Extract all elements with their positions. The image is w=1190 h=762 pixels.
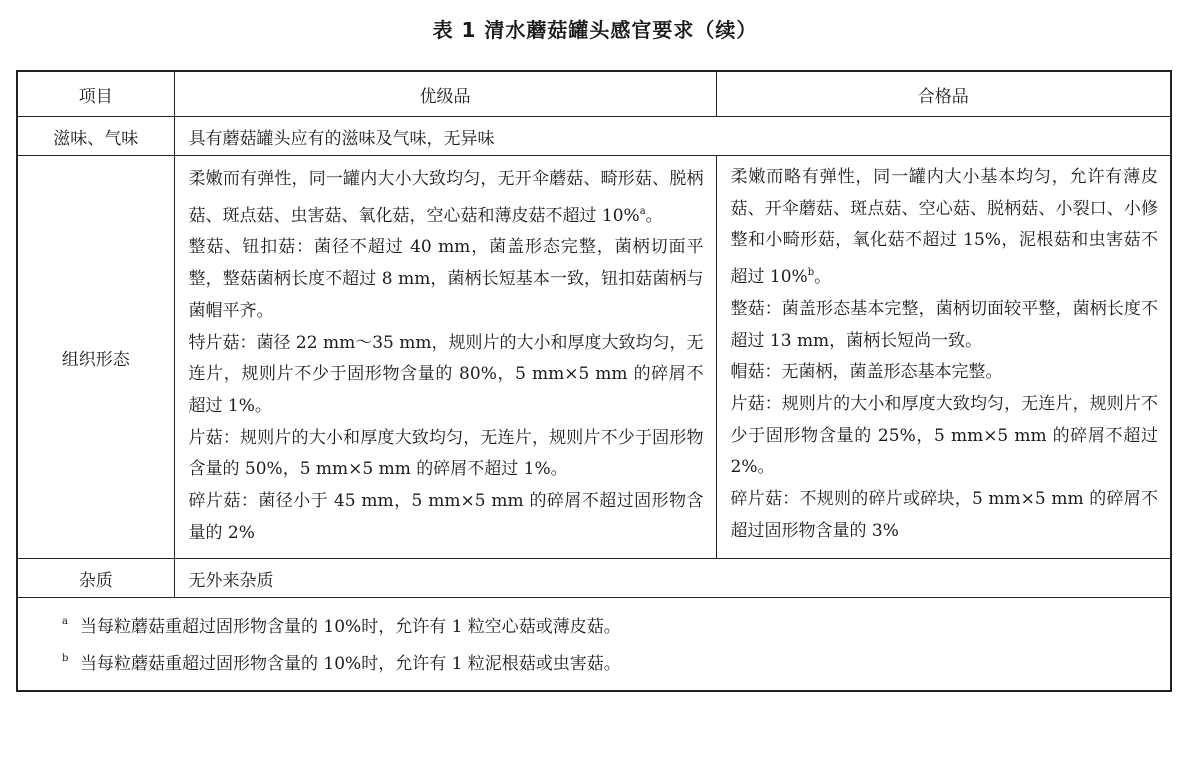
taste-requirement: 具有蘑菇罐头应有的滋味及气味，无异味 [174,117,1171,156]
table-row [17,559,1171,598]
footnote-a: $^a$ 当每粒蘑菇重超过固形物含量的 10%时，允许有 1 粒空心菇或薄皮菇。 [80,606,1170,643]
footnote-ref-b: b [807,267,815,279]
footnote-mark-b: b [62,653,69,665]
row-item-taste: 滋味、气味 [17,117,174,156]
table-header-row [17,71,1171,117]
row-item-texture: 组织形态 [17,156,174,559]
footnote-ref-a: a [639,205,646,217]
qualified-para-whole: 整菇：菌盖形态基本完整，菌柄切面较平整，菌柄长度不超过 13 mm，菌柄长短尚一致。 [730,298,1158,351]
table-row [17,156,1171,559]
qualified-para-pieces: 碎片菇：不规则的碎片或碎块，5 mm×5 mm 的碎屑不超过固形物含量的 3% [730,489,1158,541]
qualified-para-cap: 帽菇：无菌柄，菌盖形态基本完整。 [730,362,1003,383]
texture-qualified-cell [716,156,1171,559]
texture-premium-cell [174,156,716,559]
qualified-para-general: 柔嫩而略有弹性，同一罐内大小基本均匀，允许有薄皮菇、开伞蘑菇、斑点菇、空心菇、脱柄菇、小裂口、小修整和小畸形菇，氧化菇不超过 15%，泥根菇和虫害菇不超过 10%$^b$。 [730,167,1158,288]
footnotes [17,598,1171,692]
impurity-requirement: 无外来杂质 [174,559,1171,598]
footnote-row [17,598,1171,692]
table-row [17,117,1171,156]
header-premium: 优级品 [174,71,716,117]
premium-para-general: 柔嫩而有弹性，同一罐内大小大致均匀，无开伞蘑菇、畸形菇、脱柄菇、斑点菇、虫害菇、氧化菇，空心菇和薄皮菇不超过 10%$^a$。 [188,169,704,226]
header-item: 项目 [17,71,174,117]
footnote-mark-a: a [62,616,68,628]
row-item-impurity: 杂质 [17,559,174,598]
qualified-para-slice: 片菇：规则片的大小和厚度大致均匀，无连片，规则片不少于固形物含量的 25%，5 mm×5 mm 的碎屑不超过 2%。 [730,393,1158,478]
premium-para-special-slice: 特片菇：菌径 22 mm～35 mm，规则片的大小和厚度大致均匀，无连片，规则片不少于固形物含量的 80%，5 mm×5 mm 的碎屑不超过 1%。 [188,332,704,416]
premium-para-slice: 片菇：规则片的大小和厚度大致均匀，无连片，规则片不少于固形物含量的 50%，5 mm×5 mm 的碎屑不超过 1%。 [188,427,704,480]
footnote-b: $^b$ 当每粒蘑菇重超过固形物含量的 10%时，允许有 1 粒泥根菇或虫害菇。 [80,643,1170,680]
premium-para-pieces: 碎片菇：菌径小于 45 mm，5 mm×5 mm 的碎屑不超过固形物含量的 2% [188,491,704,543]
premium-para-whole: 整菇、钮扣菇：菌径不超过 40 mm，菌盖形态完整，菌柄切面平整，整菇菌柄长度不超过 8 mm，菌柄长短基本一致，钮扣菇菌柄与菌帽平齐。 [188,237,704,321]
table-title: 表 1 清水蘑菇罐头感官要求（续） [432,18,758,42]
sensory-requirements-table [16,70,1172,692]
header-qualified: 合格品 [716,71,1171,117]
